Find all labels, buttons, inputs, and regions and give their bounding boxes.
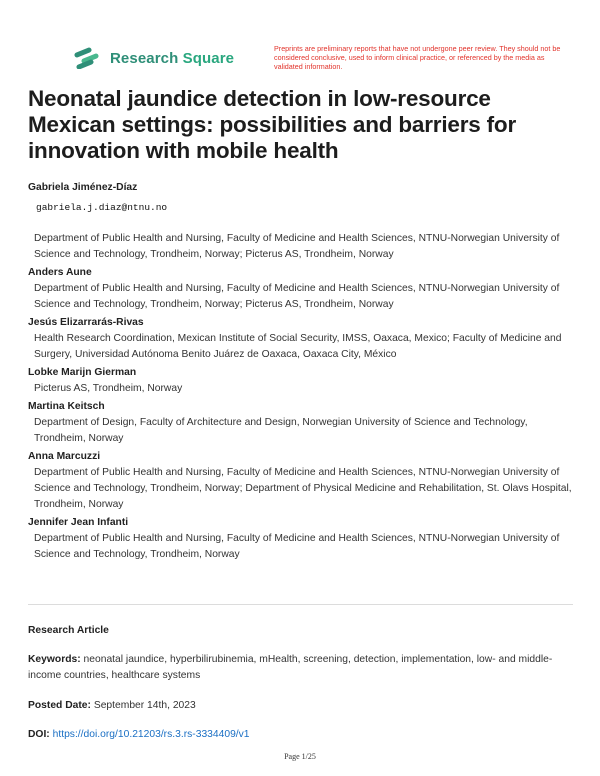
doi <box>28 727 576 743</box>
author-list <box>28 180 576 565</box>
author-email[interactable]: gabriela.j.diaz@ntnu.no <box>36 202 168 213</box>
keywords-value: neonatal jaundice, hyperbilirubinemia, mHealth, screening, detection, implementation, low- and middle-income countries, healthcare systems <box>28 654 553 681</box>
author-affiliation: Department of Public Health and Nursing, Faculty of Medicine and Health Sciences, NTNU-Norwegian University of Science and Technology, Trondheim, Norway <box>34 533 560 560</box>
author-name: Jennifer Jean Infanti <box>28 517 129 528</box>
article-type <box>28 623 576 639</box>
doi-link[interactable]: https://doi.org/10.21203/rs.3.rs-3334409/v1 <box>52 729 250 740</box>
author-affiliation: Department of Public Health and Nursing, Faculty of Medicine and Health Sciences, NTNU-Norwegian University of Science and Technology, Trondheim, Norway; Picterus AS, Trondheim, Norway <box>34 283 560 310</box>
keywords <box>28 652 576 684</box>
paper-title: Neonatal jaundice detection in low-resource Mexican settings: possibilities and barriers for innovation with mobile health <box>28 86 517 163</box>
research-square-logo-icon <box>74 47 102 69</box>
posted-date-label: Posted Date: <box>28 700 91 711</box>
brand-name-part2: Square <box>182 49 235 67</box>
author-name: Lobke Marijn Gierman <box>28 367 137 378</box>
keywords-label: Keywords: <box>28 654 81 665</box>
author-name: Anders Aune <box>28 267 92 278</box>
section-divider <box>28 604 573 605</box>
brand-name-part1: Research <box>110 49 179 67</box>
preprint-notice: Preprints are preliminary reports that have not undergone peer review. They should not be considered conclusive, used to inform clinical practice, or referenced by the media as validated information. <box>274 44 561 71</box>
brand-name <box>110 50 234 67</box>
posted-date <box>28 698 576 714</box>
author-name: Anna Marcuzzi <box>28 451 101 462</box>
author-name: Jesús Elizarrarás-Rivas <box>28 317 144 328</box>
author-affiliation: Department of Public Health and Nursing, Faculty of Medicine and Health Sciences, NTNU-Norwegian University of Science and Technology, Trondheim, Norway; Picterus AS, Trondheim, Norway <box>34 233 560 260</box>
author-affiliation: Picterus AS, Trondheim, Norway <box>34 383 183 394</box>
author-affiliation: Health Research Coordination, Mexican Institute of Social Security, IMSS, Oaxaca, Mexico; Faculty of Medicine and Surgery, Universidad Autónoma Benito Juárez de Oaxaca, Oaxaca City, México <box>34 333 562 360</box>
doi-label: DOI: <box>28 729 50 740</box>
page-number: Page 1/25 <box>284 752 316 761</box>
author-name: Gabriela Jiménez-Díaz <box>28 182 138 193</box>
posted-date-value: September 14th, 2023 <box>93 700 196 711</box>
author-affiliation: Department of Public Health and Nursing, Faculty of Medicine and Health Sciences, NTNU-Norwegian University of Science and Technology, Trondheim, Norway; Department of Physical Medicine and Rehabilitation, St. Olavs Hospital, Trondheim, Norway <box>34 467 572 510</box>
author-affiliation: Department of Design, Faculty of Architecture and Design, Norwegian University of Science and Technology, Trondheim, Norway <box>34 417 528 444</box>
research-square-logo[interactable] <box>74 47 234 69</box>
article-type-label: Research Article <box>28 625 109 636</box>
author-name: Martina Keitsch <box>28 401 105 412</box>
